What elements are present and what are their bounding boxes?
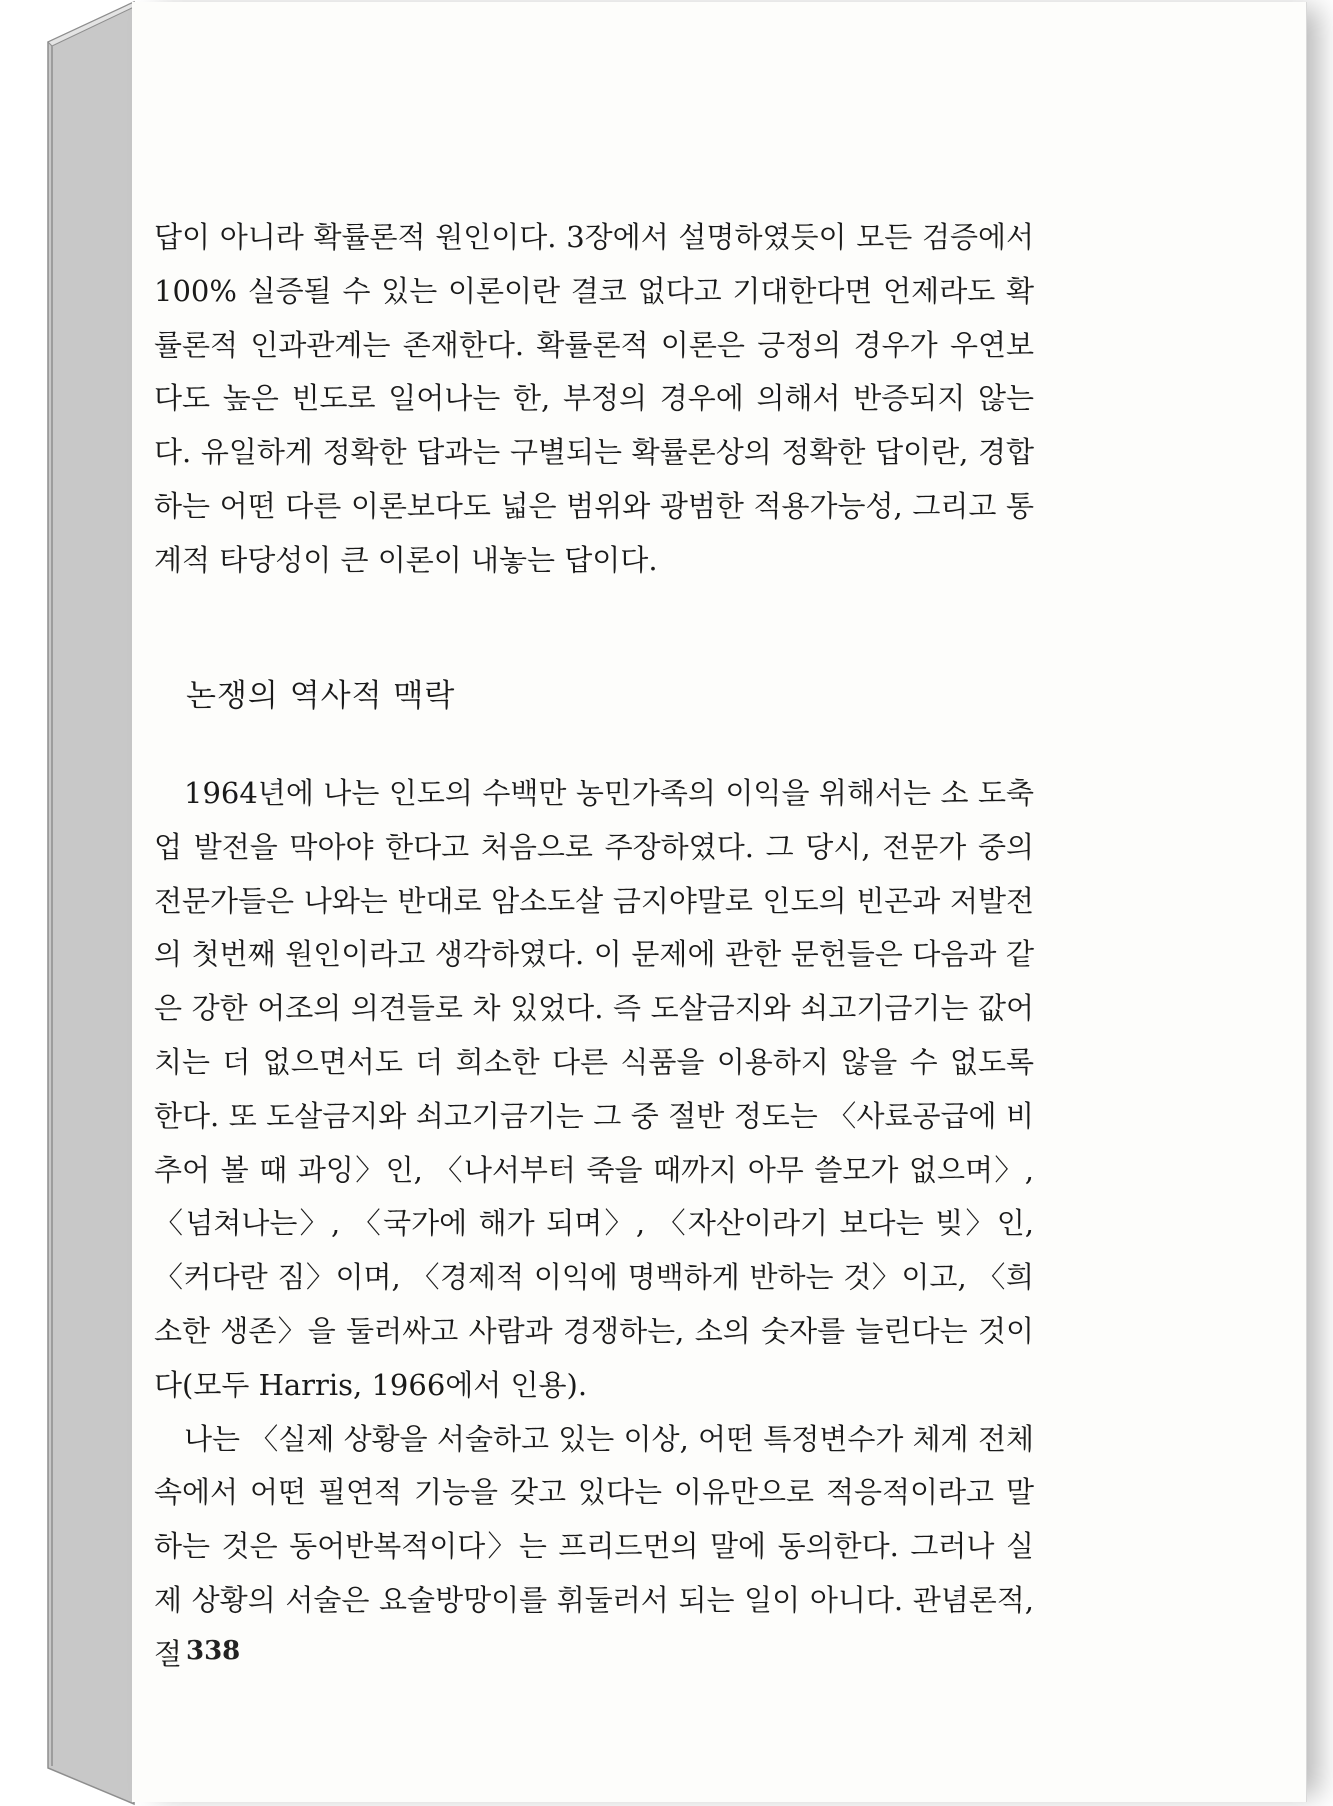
body-paragraph-1 bbox=[154, 211, 1034, 588]
paragraph-text-2: 1964년에 나는 인도의 수백만 농민가족의 이익을 위해서는 소 도축업 발전을 막아야 한다고 처음으로 주장하였다. 그 당시, 전문가 중의 전문가들은 나와는 반대로 암소도살 금지야말로 인도의 빈곤과 저발전의 첫번째 원인이라고 생각하였다. 이 문제에 관한 문헌들은 다음과 같은 강한 어조의 의견들로 차 있었다. 즉 도살금지와 쇠고기금기는 값어치는 더 없으면서도 더 희소한 다른 식품을 이용하지 않을 수 없도록 한다. 또 도살금지와 쇠고기금기는 그 중 절반 정도는 〈사료공급에 비추어 볼 때 과잉〉인, 〈나서부터 죽을 때까지 아무 쓸모가 없으며〉, 〈넘쳐나는〉, 〈국가에 해가 되며〉, 〈자산이라기 보다는 빚〉인, 〈커다란 짐〉이며, 〈경제적 이익에 명백하게 반하는 것〉이고, 〈희소한 생존〉을 둘러싸고 사람과 경쟁하는, 소의 숫자를 늘린다는 것이다(모두 Harris, 1966에서 인용). bbox=[154, 776, 1034, 1402]
section-heading: 논쟁의 역사적 맥락 bbox=[186, 678, 456, 714]
paragraph-text-1: 답이 아니라 확률론적 원인이다. 3장에서 설명하였듯이 모든 검증에서 100% 실증될 수 있는 이론이란 결코 없다고 기대한다면 언제라도 확률론적 인과관계는 존재한다. 확률론적 이론은 긍정의 경우가 우연보다도 높은 빈도로 일어나는 한, 부정의 경우에 의해서 반증되지 않는다. 유일하게 정확한 답과는 구별되는 확률론상의 정확한 답이란, 경합하는 어떤 다른 이론보다도 넓은 범위와 광범한 적용가능성, 그리고 통계적 타당성이 큰 이론이 내놓는 답이다. bbox=[154, 220, 1034, 577]
paragraph-text-3: 나는 〈실제 상황을 서술하고 있는 이상, 어떤 특정변수가 체계 전체 속에서 어떤 필연적 기능을 갖고 있다는 이유만으로 적응적이라고 말하는 것은 동어반복적이다〉는 프리드먼의 말에 동의한다. 그러나 실제 상황의 서술은 요술방망이를 휘둘러서 되는 일이 아니다. 관념론적, 절 bbox=[154, 1421, 1034, 1671]
page-number: 338 bbox=[186, 1636, 241, 1666]
body-paragraph-2-3 bbox=[154, 767, 1034, 1682]
book-spine-face bbox=[48, 2, 134, 1804]
